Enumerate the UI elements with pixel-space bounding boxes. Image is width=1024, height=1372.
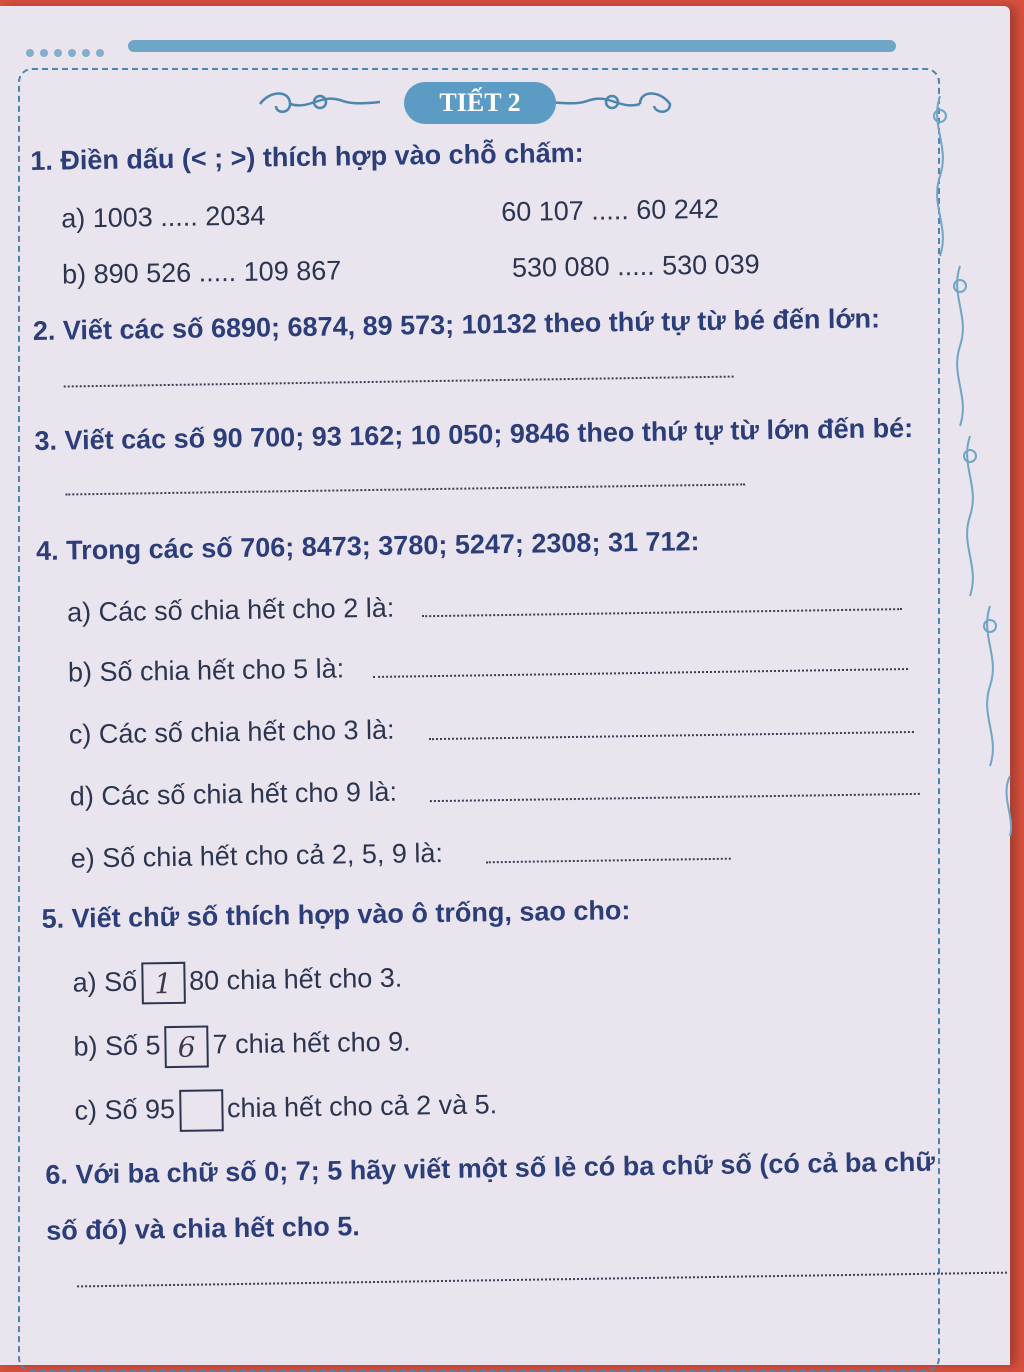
q4-item-b: b) Số chia hết cho 5 là:	[67, 653, 345, 688]
q5-c-prefix: c) Số 95	[74, 1094, 176, 1126]
question-1: 1. Điền dấu (< ; >) thích hợp vào chỗ chấm:	[30, 137, 584, 176]
header-bar	[128, 40, 896, 52]
q5-b-handwritten-digit: 6	[177, 1030, 196, 1064]
q5-item-c	[74, 1085, 497, 1133]
q5-item-b	[73, 1022, 411, 1069]
q1-item-b-right: 530 080 ..... 530 039	[511, 249, 760, 283]
q5-c-handwritten-digit	[181, 1091, 222, 1130]
question-2: 2. Viết các số 6890; 6874, 89 573; 10132 theo thứ tự từ bé đến lớn:	[32, 303, 881, 346]
q4-item-d: d) Các số chia hết cho 9 là:	[69, 776, 398, 812]
q5-a-handwritten-digit: 1	[153, 966, 173, 1001]
lesson-title: TIẾT 2	[404, 82, 556, 124]
q5-c-answer-box[interactable]	[179, 1089, 224, 1132]
q5-b-prefix: b) Số 5	[73, 1030, 161, 1062]
question-6-line-1: 6. Với ba chữ số 0; 7; 5 hãy viết một số lẻ có ba chữ số (có cả ba chữ	[45, 1146, 936, 1190]
q4-item-e: e) Số chia hết cho cả 2, 5, 9 là:	[70, 837, 444, 874]
question-4: 4. Trong các số 706; 8473; 3780; 5247; 2308; 31 712:	[35, 526, 700, 566]
q5-a-suffix: 80 chia hết cho 3.	[188, 962, 403, 996]
q1-item-b-left: b) 890 526 ..... 109 867	[61, 255, 342, 290]
question-5: 5. Viết chữ số thích hợp vào ô trống, sao cho:	[41, 895, 631, 934]
q5-b-suffix: 7 chia hết cho 9.	[212, 1026, 411, 1060]
q5-c-suffix: chia hết cho cả 2 và 5.	[226, 1089, 498, 1124]
question-3: 3. Viết các số 90 700; 93 162; 10 050; 9846 theo thứ tự từ lớn đến bé:	[34, 412, 914, 456]
side-ornament	[920, 86, 1020, 846]
q5-item-a	[72, 959, 402, 1006]
question-6-line-2: số đó) và chia hết cho 5.	[46, 1211, 361, 1246]
decorative-dots	[26, 44, 110, 62]
q1-item-a-left: a) 1003 ..... 2034	[61, 200, 266, 234]
q4-item-c: c) Các số chia hết cho 3 là:	[68, 714, 395, 750]
q5-b-answer-box[interactable]	[164, 1025, 209, 1068]
q4-item-a: a) Các số chia hết cho 2 là:	[66, 592, 395, 628]
q5-a-prefix: a) Số	[72, 966, 138, 998]
q1-item-a-right: 60 107 ..... 60 242	[500, 193, 720, 228]
q5-a-answer-box[interactable]	[141, 962, 186, 1005]
worksheet-page	[0, 6, 1010, 1365]
